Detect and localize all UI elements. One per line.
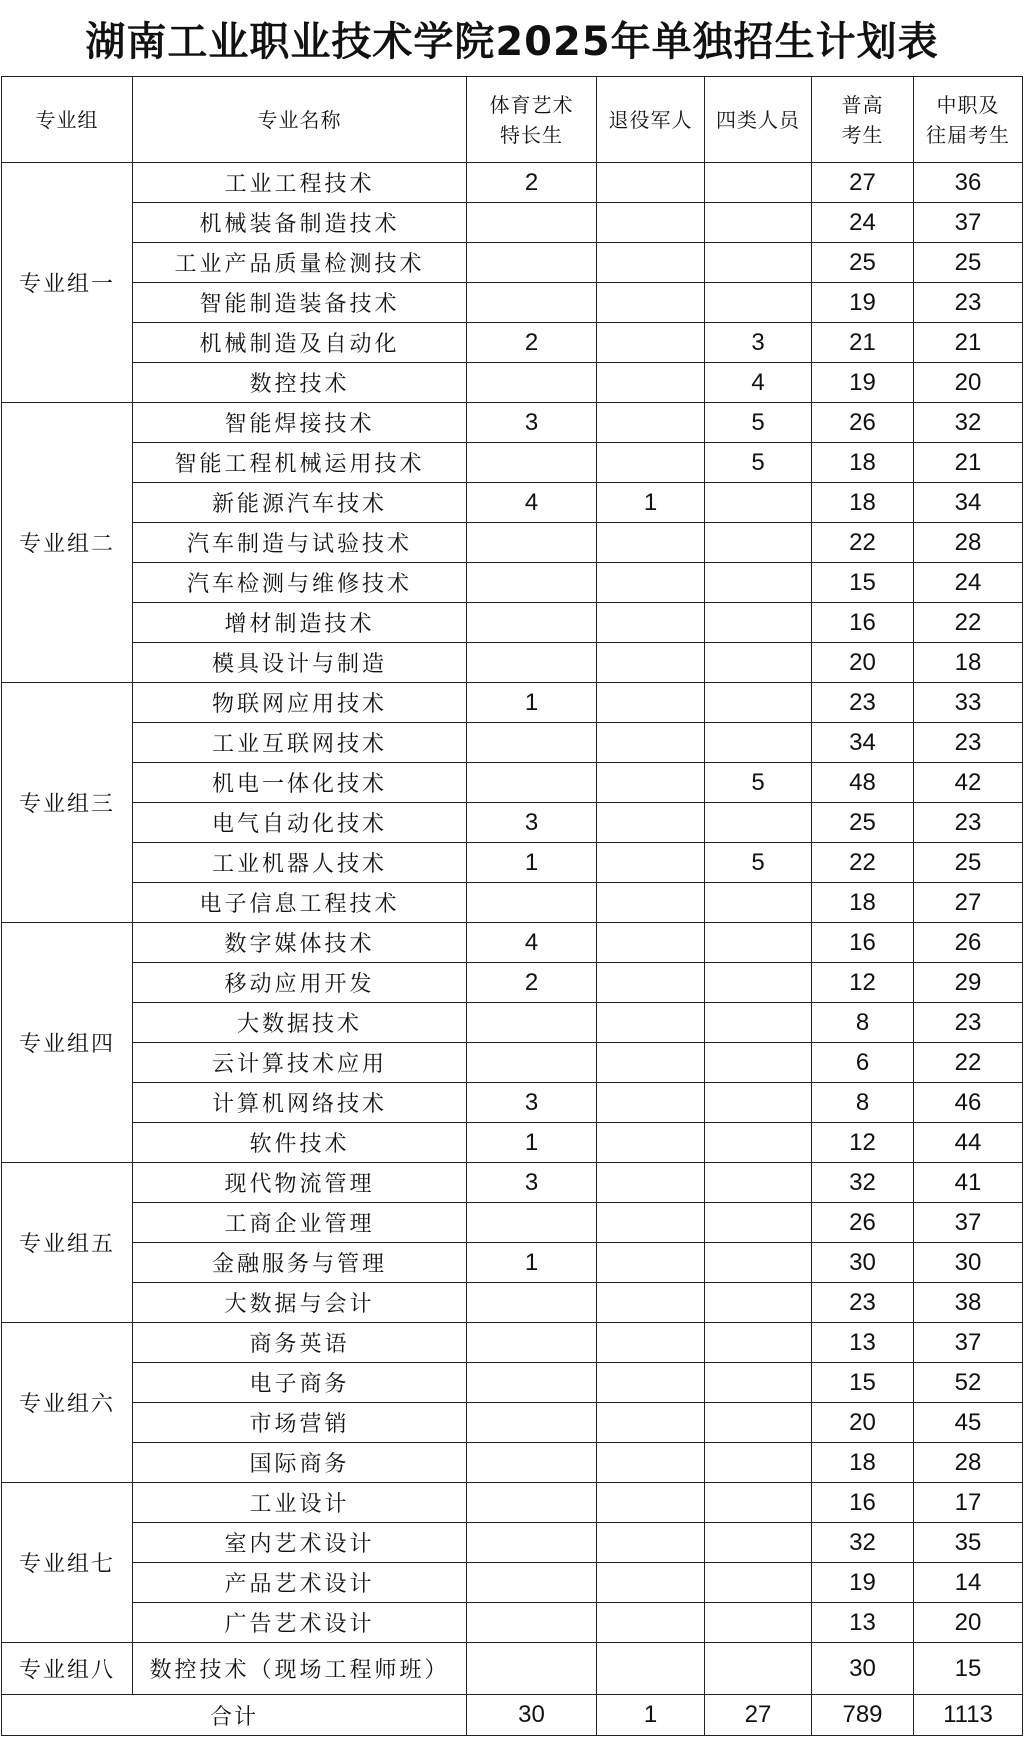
table-row [2,843,1023,883]
header-row [2,77,1023,163]
cell-four [705,1403,812,1443]
cell-general: 18 [812,883,914,923]
cell-group: 专业组六 [2,1323,133,1483]
cell-four [705,1083,812,1123]
table-row [2,723,1023,763]
header-veteran: 退役军人 [597,77,705,163]
table-row [2,1123,1023,1163]
cell-sport: 1 [467,1243,597,1283]
cell-vocational: 38 [914,1283,1023,1323]
cell-general: 18 [812,483,914,523]
cell-sport: 1 [467,1123,597,1163]
cell-veteran [597,1243,705,1283]
cell-veteran [597,843,705,883]
cell-four [705,723,812,763]
cell-veteran [597,763,705,803]
cell-veteran [597,1483,705,1523]
cell-veteran [597,1163,705,1203]
cell-sport [467,523,597,563]
cell-sport [467,563,597,603]
table-row [2,1483,1023,1523]
cell-sport [467,603,597,643]
cell-sport [467,1483,597,1523]
table-row [2,883,1023,923]
cell-general: 21 [812,323,914,363]
cell-name: 大数据与会计 [133,1283,467,1323]
cell-four [705,1203,812,1243]
cell-sport: 3 [467,1163,597,1203]
cell-vocational: 44 [914,1123,1023,1163]
cell-sport [467,1403,597,1443]
cell-name: 软件技术 [133,1123,467,1163]
cell-veteran [597,1523,705,1563]
cell-four [705,603,812,643]
cell-veteran [597,683,705,723]
cell-four [705,1523,812,1563]
cell-veteran [597,1083,705,1123]
cell-veteran [597,963,705,1003]
cell-sport [467,1283,597,1323]
cell-name: 电子商务 [133,1363,467,1403]
cell-sport: 2 [467,163,597,203]
cell-vocational: 23 [914,723,1023,763]
header-sport-line2: 特长生 [500,122,563,147]
table-row [2,1323,1023,1363]
cell-sport [467,1523,597,1563]
table-row [2,1523,1023,1563]
table-row [2,563,1023,603]
cell-vocational: 17 [914,1483,1023,1523]
cell-general: 15 [812,563,914,603]
cell-four [705,923,812,963]
cell-vocational: 27 [914,883,1023,923]
cell-name: 工业机器人技术 [133,843,467,883]
header-sport [467,77,597,163]
cell-sport [467,1323,597,1363]
cell-four [705,1563,812,1603]
cell-four [705,963,812,1003]
cell-four [705,163,812,203]
cell-name: 电子信息工程技术 [133,883,467,923]
cell-vocational: 20 [914,1603,1023,1643]
cell-name: 机电一体化技术 [133,763,467,803]
cell-name: 智能焊接技术 [133,403,467,443]
cell-four [705,883,812,923]
cell-vocational: 37 [914,1203,1023,1243]
total-sport: 30 [467,1695,597,1736]
table-row [2,603,1023,643]
cell-general: 19 [812,363,914,403]
cell-veteran [597,1043,705,1083]
cell-name: 数控技术（现场工程师班） [133,1643,467,1695]
cell-four [705,1163,812,1203]
cell-four [705,1323,812,1363]
cell-name: 大数据技术 [133,1003,467,1043]
cell-group: 专业组一 [2,163,133,403]
cell-veteran [597,723,705,763]
cell-vocational: 22 [914,1043,1023,1083]
cell-veteran [597,563,705,603]
cell-four [705,1003,812,1043]
cell-sport [467,283,597,323]
cell-four: 5 [705,843,812,883]
cell-veteran [597,283,705,323]
cell-veteran [597,1003,705,1043]
cell-name: 机械装备制造技术 [133,203,467,243]
cell-general: 8 [812,1083,914,1123]
cell-general: 19 [812,1563,914,1603]
cell-vocational: 21 [914,443,1023,483]
cell-general: 6 [812,1043,914,1083]
cell-veteran [597,1603,705,1643]
cell-vocational: 21 [914,323,1023,363]
cell-vocational: 25 [914,243,1023,283]
cell-name: 计算机网络技术 [133,1083,467,1123]
table-row [2,243,1023,283]
cell-name: 广告艺术设计 [133,1603,467,1643]
cell-veteran [597,883,705,923]
table-row [2,443,1023,483]
cell-general: 26 [812,403,914,443]
cell-vocational: 46 [914,1083,1023,1123]
cell-name: 增材制造技术 [133,603,467,643]
cell-general: 27 [812,163,914,203]
cell-four [705,1243,812,1283]
table-row [2,1363,1023,1403]
cell-vocational: 22 [914,603,1023,643]
cell-general: 12 [812,963,914,1003]
table-row [2,1083,1023,1123]
cell-veteran [597,1323,705,1363]
cell-general: 32 [812,1523,914,1563]
cell-sport [467,1603,597,1643]
table-row [2,283,1023,323]
cell-name: 物联网应用技术 [133,683,467,723]
cell-veteran [597,243,705,283]
cell-four [705,1123,812,1163]
cell-vocational: 26 [914,923,1023,963]
table-row [2,1163,1023,1203]
cell-vocational: 23 [914,283,1023,323]
page-title: 湖南工业职业技术学院2025年单独招生计划表 [85,18,939,65]
cell-vocational: 29 [914,963,1023,1003]
cell-name: 工业工程技术 [133,163,467,203]
cell-vocational: 23 [914,803,1023,843]
table-row [2,1003,1023,1043]
cell-general: 13 [812,1603,914,1643]
cell-veteran [597,443,705,483]
cell-vocational: 23 [914,1003,1023,1043]
cell-general: 24 [812,203,914,243]
table-row [2,923,1023,963]
cell-name: 市场营销 [133,1403,467,1443]
cell-general: 19 [812,283,914,323]
cell-veteran [597,1443,705,1483]
header-vocational-line2: 往届考生 [926,122,1010,147]
cell-four: 3 [705,323,812,363]
cell-veteran [597,803,705,843]
cell-sport [467,1043,597,1083]
cell-veteran [597,603,705,643]
cell-sport: 3 [467,1083,597,1123]
cell-vocational: 45 [914,1403,1023,1443]
cell-sport [467,1443,597,1483]
cell-four [705,243,812,283]
cell-name: 云计算技术应用 [133,1043,467,1083]
cell-four: 4 [705,363,812,403]
cell-vocational: 37 [914,1323,1023,1363]
cell-group: 专业组八 [2,1643,133,1695]
header-vocational-line1: 中职及 [936,92,1000,117]
cell-four [705,683,812,723]
cell-general: 20 [812,643,914,683]
cell-four [705,523,812,563]
cell-vocational: 32 [914,403,1023,443]
cell-sport: 1 [467,843,597,883]
cell-vocational: 36 [914,163,1023,203]
cell-vocational: 33 [914,683,1023,723]
cell-general: 13 [812,1323,914,1363]
cell-veteran [597,523,705,563]
cell-name: 室内艺术设计 [133,1523,467,1563]
header-vocational [914,77,1023,163]
cell-general: 12 [812,1123,914,1163]
table-row [2,1243,1023,1283]
cell-group: 专业组二 [2,403,133,683]
table-row [2,643,1023,683]
total-veteran: 1 [597,1695,705,1736]
cell-general: 30 [812,1643,914,1695]
table-row [2,683,1023,723]
cell-general: 30 [812,1243,914,1283]
cell-group: 专业组四 [2,923,133,1163]
cell-general: 18 [812,443,914,483]
cell-sport [467,1563,597,1603]
total-vocational: 1113 [914,1695,1023,1736]
cell-four [705,1443,812,1483]
cell-sport [467,883,597,923]
cell-name: 移动应用开发 [133,963,467,1003]
table-row [2,203,1023,243]
cell-name: 数字媒体技术 [133,923,467,963]
cell-veteran [597,1203,705,1243]
total-label: 合计 [2,1695,467,1736]
cell-veteran [597,1403,705,1443]
cell-general: 20 [812,1403,914,1443]
cell-general: 15 [812,1363,914,1403]
cell-vocational: 25 [914,843,1023,883]
cell-vocational: 52 [914,1363,1023,1403]
cell-sport [467,443,597,483]
table-row [2,523,1023,563]
cell-general: 16 [812,1483,914,1523]
cell-four: 5 [705,403,812,443]
table-row [2,323,1023,363]
cell-name: 智能制造装备技术 [133,283,467,323]
cell-vocational: 28 [914,523,1023,563]
cell-name: 机械制造及自动化 [133,323,467,363]
cell-general: 23 [812,1283,914,1323]
header-group: 专业组 [2,77,133,163]
cell-four [705,1483,812,1523]
table-row [2,803,1023,843]
cell-four [705,563,812,603]
cell-name: 模具设计与制造 [133,643,467,683]
table-row [2,1643,1023,1695]
cell-vocational: 41 [914,1163,1023,1203]
cell-general: 26 [812,1203,914,1243]
cell-four [705,203,812,243]
cell-vocational: 35 [914,1523,1023,1563]
cell-name: 电气自动化技术 [133,803,467,843]
table-row [2,1283,1023,1323]
cell-sport [467,723,597,763]
cell-name: 商务英语 [133,1323,467,1363]
header-name: 专业名称 [133,77,467,163]
cell-name: 工业产品质量检测技术 [133,243,467,283]
cell-sport: 1 [467,683,597,723]
cell-general: 22 [812,523,914,563]
table-row [2,483,1023,523]
cell-sport: 2 [467,323,597,363]
cell-sport: 4 [467,483,597,523]
table-row [2,1203,1023,1243]
table-row [2,1563,1023,1603]
cell-vocational: 37 [914,203,1023,243]
cell-vocational: 30 [914,1243,1023,1283]
cell-four [705,803,812,843]
cell-general: 32 [812,1163,914,1203]
cell-general: 48 [812,763,914,803]
table-row [2,1603,1023,1643]
cell-veteran [597,1643,705,1695]
cell-veteran [597,363,705,403]
cell-name: 工业互联网技术 [133,723,467,763]
cell-vocational: 34 [914,483,1023,523]
cell-veteran [597,1283,705,1323]
cell-name: 数控技术 [133,363,467,403]
cell-name: 工商企业管理 [133,1203,467,1243]
total-row [2,1695,1023,1736]
cell-general: 25 [812,243,914,283]
cell-vocational: 24 [914,563,1023,603]
cell-name: 汽车检测与维修技术 [133,563,467,603]
cell-veteran [597,323,705,363]
cell-vocational: 20 [914,363,1023,403]
cell-general: 34 [812,723,914,763]
total-four: 27 [705,1695,812,1736]
cell-veteran [597,923,705,963]
cell-veteran [597,203,705,243]
enrollment-plan-table [1,76,1023,1736]
cell-vocational: 15 [914,1643,1023,1695]
cell-sport: 4 [467,923,597,963]
cell-sport [467,763,597,803]
table-row [2,1403,1023,1443]
cell-sport [467,203,597,243]
cell-general: 16 [812,923,914,963]
cell-four [705,1043,812,1083]
cell-four [705,1603,812,1643]
cell-group: 专业组五 [2,1163,133,1323]
cell-name: 现代物流管理 [133,1163,467,1203]
cell-name: 汽车制造与试验技术 [133,523,467,563]
cell-sport: 3 [467,403,597,443]
cell-four [705,1363,812,1403]
header-general [812,77,914,163]
cell-general: 25 [812,803,914,843]
cell-name: 智能工程机械运用技术 [133,443,467,483]
cell-four [705,483,812,523]
cell-four [705,283,812,323]
cell-name: 金融服务与管理 [133,1243,467,1283]
cell-sport [467,243,597,283]
cell-name: 国际商务 [133,1443,467,1483]
cell-four [705,1643,812,1695]
cell-veteran [597,163,705,203]
cell-sport [467,1203,597,1243]
cell-four [705,1283,812,1323]
cell-sport: 2 [467,963,597,1003]
cell-four [705,643,812,683]
cell-general: 23 [812,683,914,723]
cell-veteran [597,1123,705,1163]
table-row [2,963,1023,1003]
cell-veteran [597,643,705,683]
cell-veteran [597,1363,705,1403]
total-general: 789 [812,1695,914,1736]
table-row [2,163,1023,203]
header-general-line2: 考生 [841,122,884,147]
table-row [2,763,1023,803]
header-sport-line1: 体育艺术 [489,92,574,117]
cell-veteran [597,403,705,443]
cell-sport [467,1363,597,1403]
cell-general: 8 [812,1003,914,1043]
cell-sport [467,363,597,403]
cell-sport [467,643,597,683]
table-body [2,163,1023,1695]
cell-veteran [597,1563,705,1603]
cell-group: 专业组三 [2,683,133,923]
table-row [2,1043,1023,1083]
cell-group: 专业组七 [2,1483,133,1643]
cell-vocational: 14 [914,1563,1023,1603]
table-row [2,1443,1023,1483]
cell-general: 18 [812,1443,914,1483]
cell-four: 5 [705,443,812,483]
cell-four: 5 [705,763,812,803]
header-four: 四类人员 [705,77,812,163]
cell-vocational: 18 [914,643,1023,683]
table-row [2,363,1023,403]
cell-sport [467,1003,597,1043]
cell-sport [467,1643,597,1695]
header-general-line1: 普高 [841,92,884,117]
cell-vocational: 42 [914,763,1023,803]
cell-general: 16 [812,603,914,643]
cell-name: 新能源汽车技术 [133,483,467,523]
cell-sport: 3 [467,803,597,843]
cell-veteran: 1 [597,483,705,523]
table-row [2,403,1023,443]
cell-name: 工业设计 [133,1483,467,1523]
cell-vocational: 28 [914,1443,1023,1483]
cell-general: 22 [812,843,914,883]
cell-name: 产品艺术设计 [133,1563,467,1603]
